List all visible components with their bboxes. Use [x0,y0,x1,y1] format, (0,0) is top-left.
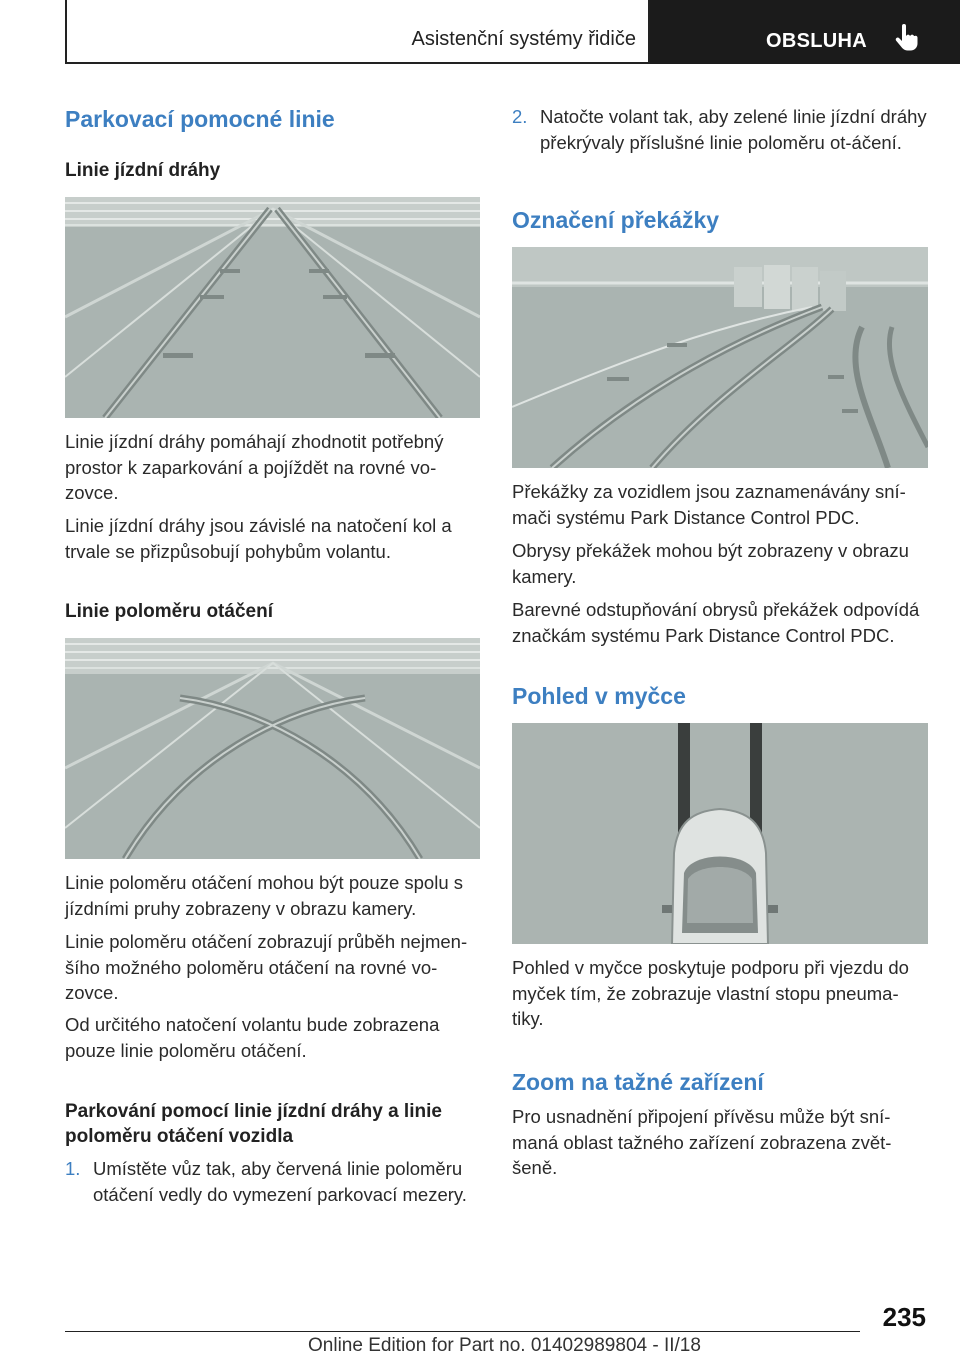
page-number: 235 [882,1302,926,1332]
paragraph-turning-radius-1: Linie poloměru otáčení mohou být pouze spolu s jízdními pruhy zobrazeny v obrazu kamery. [65,872,464,919]
paragraph-lane-lines-1: Linie jízdní dráhy pomáhají zhodnotit potřebný prostor k zaparkování a pojíždět na rovné vo-zovce. [65,431,444,503]
hand-pointer-icon [894,24,918,52]
figure-lane-lines [65,197,480,418]
section-title-trailer-hitch-zoom: Zoom na tažné zařízení [512,1069,764,1095]
section-tab-label: OBSLUHA [766,30,867,52]
paragraph-obstacle-1: Překážky za vozidlem jsou zaznamenávány sní-mači systému Park Distance Control PDC. [512,481,906,528]
section-tab [650,0,960,64]
step-number: 1. [65,1158,81,1179]
section-title-obstacle-marking: Označení překážky [512,207,720,233]
figure-turning-radius-lines [65,638,480,859]
paragraph-turning-radius-3: Od určitého natočení volantu bude zobrazena pouze linie poloměru otáčení. [65,1014,440,1061]
subheading-parking-procedure: Parkování pomocí linie jízdní dráhy a linie poloměru otáčení vozidla [65,1101,442,1147]
step-text: Umístěte vůz tak, aby červená linie poloměru otáčení vedly do vymezení parkovací mezery. [93,1158,467,1205]
subheading-lane-lines: Linie jízdní dráhy [65,160,221,181]
subheading-turning-radius: Linie poloměru otáčení [65,601,273,622]
figure-car-wash-view [512,723,928,944]
chapter-title: Asistenční systémy řidiče [411,28,636,50]
footer-divider [65,1331,860,1332]
paragraph-obstacle-3: Barevné odstupňování obrysů překážek odpovídá značkám systému Park Distance Control PDC. [512,599,920,646]
section-title-car-wash-view: Pohled v myčce [512,683,686,709]
step-number: 2. [512,106,528,127]
step-text: Natočte volant tak, aby zelené linie jízdní dráhy překrývaly příslušné linie poloměru ot-áčení. [540,106,927,153]
footer-edition: Online Edition for Part no. 01402989804 - II/18 [308,1335,701,1356]
figure-obstacle-marking [512,247,928,468]
running-header [65,0,650,64]
paragraph-obstacle-2: Obrysy překážek mohou být zobrazeny v obrazu kamery. [512,540,909,587]
paragraph-trailer-hitch-zoom: Pro usnadnění připojení přívěsu může být sní-maná oblast tažného zařízení zobrazena zvět-šeně. [512,1106,892,1178]
section-title-parking-lines: Parkovací pomocné linie [65,106,335,132]
paragraph-lane-lines-2: Linie jízdní dráhy jsou závislé na natočení kol a trvale se přizpůsobují pohybům volantu. [65,515,452,562]
paragraph-turning-radius-2: Linie poloměru otáčení zobrazují průběh nejmen-šího možného poloměru otáčení na rovné vo-zovce. [65,931,468,1003]
paragraph-car-wash: Pohled v myčce poskytuje podporu při vjezdu do myček tím, že zobrazuje vlastní stopu pneuma-tiky. [512,957,909,1029]
